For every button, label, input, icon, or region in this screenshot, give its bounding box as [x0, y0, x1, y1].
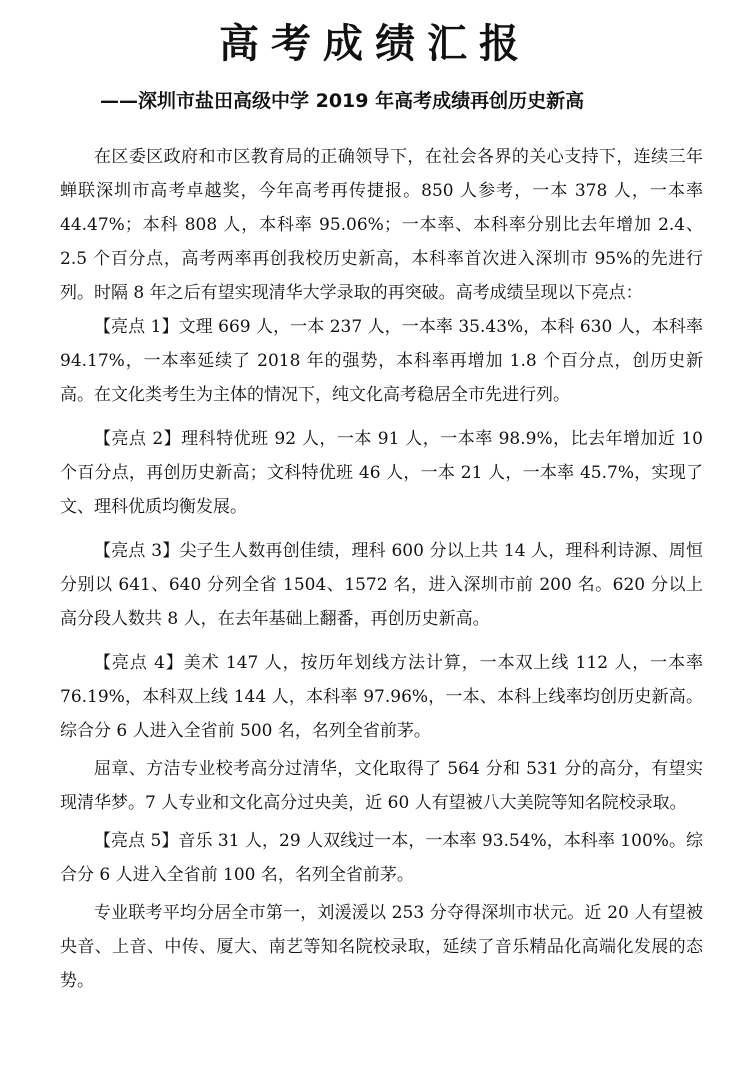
highlight-2-paragraph — [60, 422, 703, 524]
highlight-label: 【亮点 5】 — [94, 831, 179, 851]
paragraph-text: 音乐 31 人，29 人双线过一本，一本率 93.54%，本科率 100%。综合分 6 人进入全省前 100 名，名列全省前茅。 — [60, 831, 703, 885]
page-title: 高考成绩汇报 — [219, 21, 531, 67]
highlight-label: 【亮点 3】 — [94, 541, 180, 561]
art-detail-paragraph — [60, 752, 703, 820]
paragraph-text: 美术 147 人，按历年划线方法计算，一本双上线 112 人，一本率 76.19%，本科双上线 144 人，本科率 97.96%，一本、本科上线率均创历史新高。综合分 6 人进入全省前 500 名，名列全省前茅。 — [60, 653, 703, 741]
music-detail-paragraph — [60, 896, 703, 998]
report-body — [60, 140, 703, 998]
highlight-4-paragraph — [60, 646, 703, 748]
paragraph-text: 在区委区政府和市区教育局的正确领导下，在社会各界的关心支持下，连续三年蝉联深圳市高考卓越奖，今年高考再传捷报。850 人参考，一本 378 人，一本率 44.47%；本科 808 人，本科率 95.06%；一本率、本科率分别比去年增加 2.4、2.5 个百分点，高考两率再创我校历史新高，本科率首次进入深圳市 95%的先进行列。时隔 8 年之后有望实现清华大学录取的再突破。高考成绩呈现以下亮点： — [60, 147, 703, 303]
intro-paragraph — [60, 140, 703, 310]
highlight-label: 【亮点 1】 — [94, 317, 179, 337]
highlight-label: 【亮点 4】 — [94, 653, 184, 673]
paragraph-text: 屈章、方洁专业校考高分过清华，文化取得了 564 分和 531 分的高分，有望实现清华梦。7 人专业和文化高分过央美，近 60 人有望被八大美院等知名院校录取。 — [60, 759, 703, 813]
paragraph-text: 尖子生人数再创佳绩，理科 600 分以上共 14 人，理科利诗源、周恒分别以 641、640 分列全省 1504、1572 名，进入深圳市前 200 名。620 分以上高分段人数共 8 人，在去年基础上翻番，再创历史新高。 — [60, 541, 703, 629]
paragraph-text: 理科特优班 92 人，一本 91 人，一本率 98.9%，比去年增加近 10 个百分点，再创历史新高；文科特优班 46 人，一本 21 人，一本率 45.7%，实现了文、理科优质均衡发展。 — [60, 429, 703, 517]
paragraph-text: 专业联考平均分居全市第一，刘湲湲以 253 分夺得深圳市状元。近 20 人有望被央音、上音、中传、厦大、南艺等知名院校录取，延续了音乐精品化高端化发展的态势。 — [60, 903, 703, 991]
page-subtitle: ——深圳市盐田高级中学 2019 年高考成绩再创历史新高 — [100, 90, 585, 112]
highlight-1-paragraph — [60, 310, 703, 412]
highlight-3-paragraph — [60, 534, 703, 636]
paragraph-text: 文理 669 人，一本 237 人，一本率 35.43%，本科 630 人，本科率 94.17%，一本率延续了 2018 年的强势，本科率再增加 1.8 个百分点，创历史新高。在文化类考生为主体的情况下，纯文化高考稳居全市先进行列。 — [60, 317, 703, 405]
highlight-label: 【亮点 2】 — [94, 429, 182, 449]
highlight-5-paragraph — [60, 824, 703, 892]
